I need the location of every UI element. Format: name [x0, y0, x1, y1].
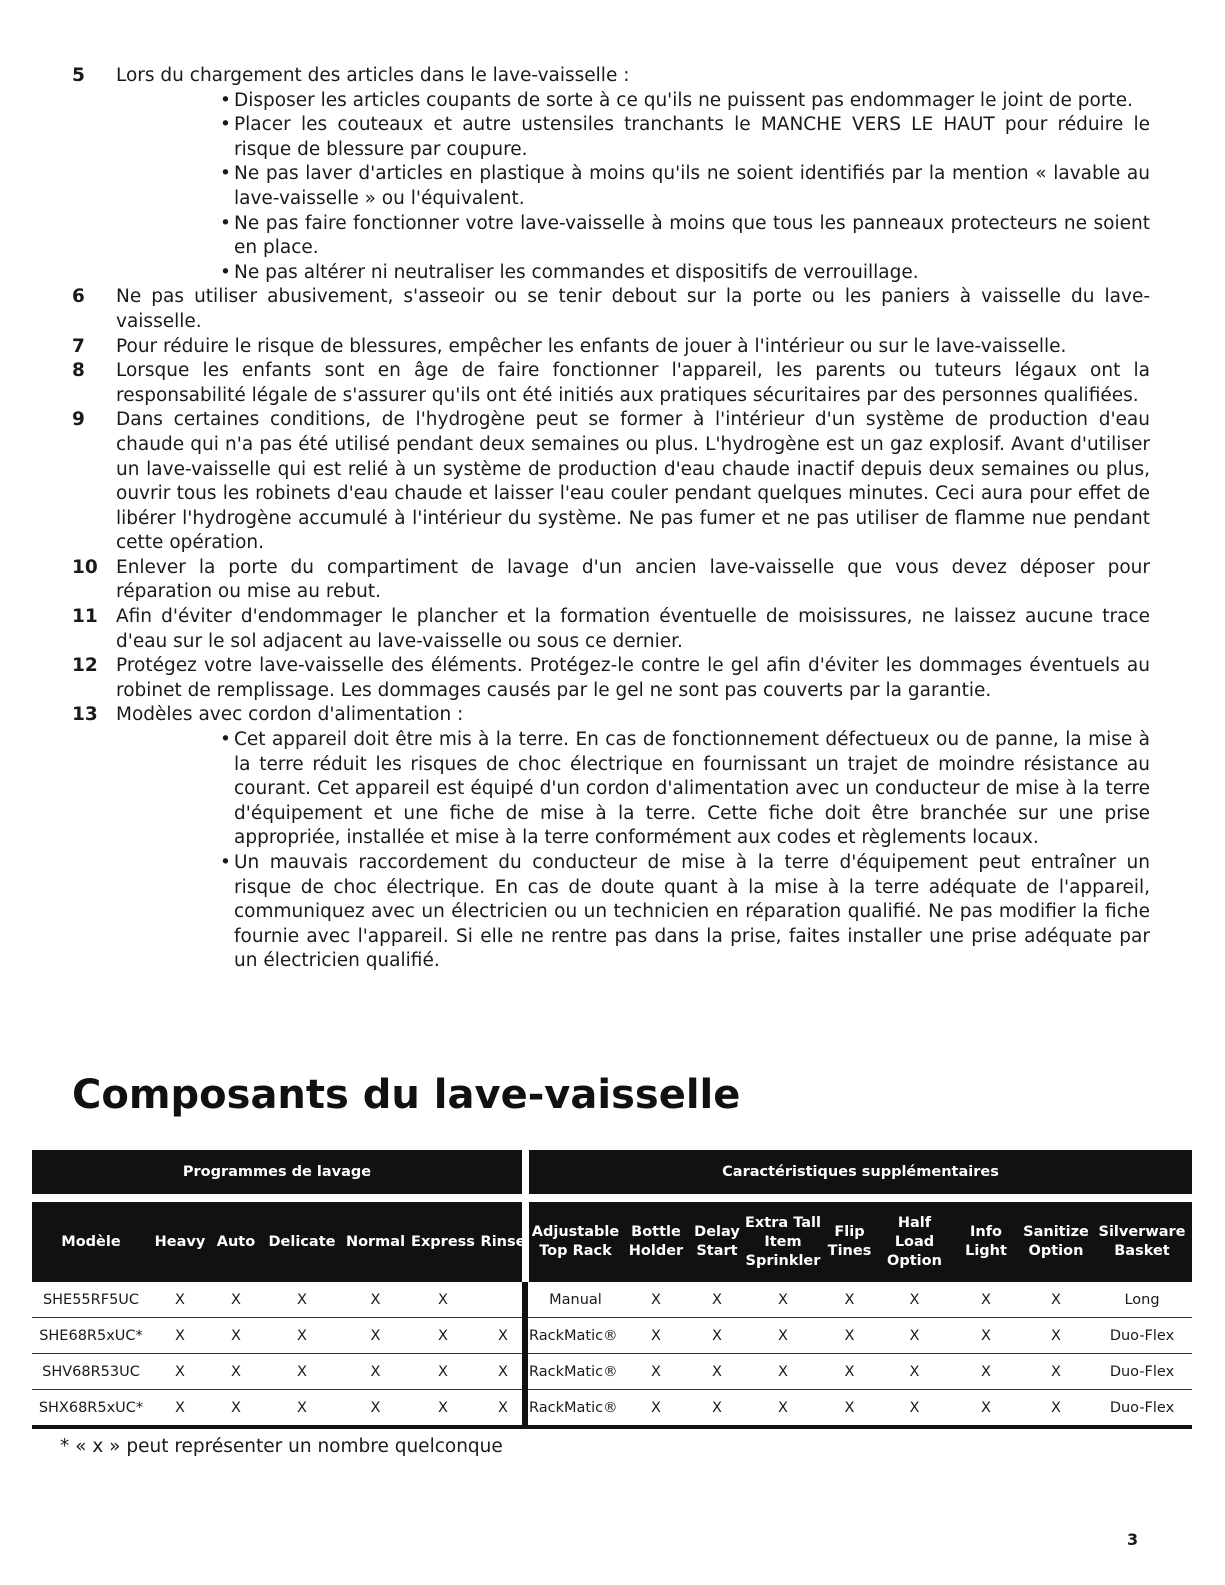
column-header [529, 1202, 622, 1282]
item-number: 13 [72, 704, 98, 726]
item-number: 11 [72, 606, 98, 628]
table-cell: X [175, 1363, 185, 1380]
column-header-line: Tines [827, 1243, 872, 1259]
table-cell: X [981, 1399, 991, 1416]
table-cell: X [297, 1291, 307, 1308]
table-cell: X [370, 1327, 381, 1344]
column-header [262, 1202, 342, 1282]
bullet-item [220, 851, 1150, 974]
bullet-text: Cet appareil doit être mis à la terre. En cas de fonctionnement défectueux ou de panne, la mise à la terre réduit les risques de choc électrique en fournissant un trajet de moindre résistance au courant. Cet appareil est équipé d'un cordon d'alimentation avec un conducteur de mise à la terre d'équipement et une fiche de mise à la terre. Cette fiche doit être branchée sur une prise appropriée, installée et mise à la terre conformément aux codes et règlements locaux. [234, 729, 1150, 849]
table-cell: X [712, 1399, 722, 1416]
table-cell: X [778, 1327, 788, 1344]
item-text: Afin d'éviter d'endommager le plancher et la formation éventuelle de moisissures, ne laissez aucune trace d'eau sur le sol adjacent au lave-vaisselle ou sous ce dernier. [116, 606, 1150, 652]
item-number: 8 [72, 360, 85, 382]
column-header-line: Basket [1114, 1243, 1170, 1259]
table-cell: X [498, 1399, 508, 1416]
table-cell: X [1051, 1327, 1061, 1344]
bullet-item [220, 162, 1150, 211]
column-header [744, 1202, 822, 1282]
list-item [60, 64, 1150, 89]
table-cell: X [844, 1327, 855, 1344]
item-number: 7 [72, 335, 85, 357]
bullet-text: Ne pas faire fonctionner votre lave-vaisselle à moins que tous les panneaux protecteurs ne soient en place. [234, 212, 1150, 259]
table-cell: Duo-Flex [1109, 1363, 1175, 1380]
item-text: Ne pas utiliser abusivement, s'asseoir ou se tenir debout sur la porte ou les paniers à vaisselle du lave-vaisselle. [116, 286, 1150, 332]
column-header [622, 1202, 690, 1282]
bullet-text: Un mauvais raccordement du conducteur de mise à la terre d'équipement peut entraîner un risque de choc électrique. En cas de doute quant à la mise à la terre adéquate de l'appareil, communiquez avec un électricien ou un technicien en réparation qualifié. Ne pas modifier la fiche fournie avec l'appareil. Si elle ne rentre pas dans la prise, faites installer une prise adéquate par un électricien qualifié. [234, 852, 1150, 972]
table-cell: SHE68R5xUC* [39, 1327, 143, 1344]
list-item [60, 556, 1150, 605]
item-text: Dans certaines conditions, de l'hydrogène peut se former à l'intérieur d'un système de production d'eau chaude qui n'a pas été utilisé pendant deux semaines ou plus. L'hydrogène est un gaz explosif. Avant d'utiliser un lave-vaisselle qui est relié à un système de production d'eau chaude inactif depuis deux semaines ou plus, ouvrir tous les robinets d'eau chaude et laisser l'eau couler pendant quelques minutes. Ceci aura pour effet de libérer l'hydrogène accumulé à l'intérieur du système. Ne pas fumer et ne pas utiliser de flamme nue pendant cette opération. [116, 409, 1150, 554]
group-header-wash-programs: Programmes de lavage [32, 1150, 522, 1194]
item-number: 10 [72, 556, 98, 578]
page-number: 3 [1127, 1530, 1139, 1549]
table-row [32, 1390, 1192, 1429]
table-cell: X [297, 1363, 307, 1380]
column-header [32, 1202, 150, 1282]
table-cell: X [438, 1399, 448, 1416]
item-number: 12 [72, 655, 98, 677]
table-cell: X [231, 1327, 241, 1344]
column-header [690, 1202, 744, 1282]
column-header-row-right [529, 1202, 1192, 1282]
table-row [32, 1282, 1192, 1318]
item-text: Enlever la porte du compartiment de lavage d'un ancien lave-vaisselle que vous devez déposer pour réparation ou mise au rebut. [116, 556, 1150, 603]
table-cell: X [651, 1291, 661, 1308]
table-cell: X [438, 1363, 448, 1380]
column-header-row-left [32, 1202, 526, 1282]
table-cell: X [438, 1327, 448, 1344]
list-item [60, 605, 1150, 654]
column-header-line: Sprinkler [745, 1252, 821, 1269]
table-cell: X [370, 1363, 381, 1380]
item-text: Modèles avec cordon d'alimentation : [116, 704, 464, 726]
table-cell: SHX68R5xUC* [38, 1399, 144, 1416]
bullet-icon: • [220, 729, 231, 751]
column-header-line: Info [970, 1224, 1002, 1240]
bullet-text: Disposer les articles coupants de sorte à ce qu'ils ne puissent pas endommager le joint de porte. [234, 89, 1133, 111]
bullet-item [220, 728, 1150, 851]
table-cell: X [498, 1363, 508, 1380]
column-header-line: Delay [694, 1224, 740, 1240]
list-item [60, 359, 1150, 408]
table-cell: X [712, 1291, 722, 1308]
bullet-item [220, 212, 1150, 261]
group-header-additional-features: Caractéristiques supplémentaires [529, 1150, 1192, 1194]
table-cell: X [844, 1363, 855, 1380]
table-cell: X [1051, 1291, 1061, 1308]
table-cell: X [297, 1327, 307, 1344]
list-item [60, 408, 1150, 556]
table-cell: X [370, 1291, 381, 1308]
section-title: Composants du lave-vaisselle [72, 1072, 741, 1118]
table-cell: X [651, 1363, 661, 1380]
table-cell: X [1051, 1399, 1061, 1416]
column-header-line: Normal [345, 1233, 406, 1250]
column-divider [522, 1282, 528, 1426]
bullet-icon: • [220, 114, 231, 136]
table-cell: X [981, 1363, 991, 1380]
list-item [60, 703, 1150, 728]
table-row [32, 1354, 1192, 1390]
column-header [150, 1202, 210, 1282]
table-cell: X [844, 1291, 855, 1308]
table-cell: X [651, 1327, 661, 1344]
table-cell: X [438, 1291, 448, 1308]
column-header [409, 1202, 477, 1282]
table-cell: Duo-Flex [1109, 1327, 1175, 1344]
table-cell: RackMatic® [529, 1399, 618, 1416]
list-item [60, 285, 1150, 334]
list-item [60, 654, 1150, 703]
column-header-line: Express [411, 1233, 475, 1250]
table-cell: X [981, 1327, 991, 1344]
column-header [342, 1202, 409, 1282]
table-cell: X [297, 1399, 307, 1416]
bullet-item [220, 261, 1150, 286]
footnote: * « x » peut représenter un nombre quelconque [60, 1436, 503, 1457]
table-cell: X [909, 1291, 920, 1308]
column-header-line: Rinse [480, 1233, 526, 1250]
table-row [32, 1318, 1192, 1354]
bullet-text: Placer les couteaux et autre ustensiles tranchants le MANCHE VERS LE HAUT pour réduire le risque de blessure par coupure. [234, 114, 1150, 160]
column-header [477, 1202, 529, 1282]
item-text: Lorsque les enfants sont en âge de faire fonctionner l'appareil, les parents ou tuteurs légaux ont la responsabilité légale de s'assurer qu'ils ont été initiés aux pratiques sécuritaires par des personnes qualifiées. [116, 360, 1150, 406]
column-header-line: Option [1028, 1243, 1084, 1259]
column-header-line: Auto [216, 1233, 256, 1250]
safety-instructions-list [60, 64, 1150, 974]
column-header-line: Flip [834, 1224, 865, 1240]
column-header [877, 1202, 952, 1282]
table-cell: Duo-Flex [1109, 1399, 1175, 1416]
column-header-line: Modèle [61, 1233, 121, 1250]
table-cell: X [651, 1399, 661, 1416]
column-header-line: Option [887, 1252, 942, 1269]
column-header [952, 1202, 1020, 1282]
item-text: Protégez votre lave-vaisselle des éléments. Protégez-le contre le gel afin d'éviter les dommages éventuels au robinet de remplissage. Les dommages causés par le gel ne sont pas couverts par la garantie. [116, 655, 1150, 701]
table-cell: X [231, 1399, 241, 1416]
column-header-line: Delicate [268, 1233, 336, 1250]
list-item [60, 335, 1150, 360]
item-number: 9 [72, 409, 85, 431]
table-cell: X [175, 1399, 185, 1416]
column-header-line: Start [696, 1243, 738, 1259]
table-cell: X [231, 1363, 241, 1380]
table-cell: X [909, 1399, 920, 1416]
bullet-icon: • [220, 89, 231, 111]
table-cell: X [981, 1291, 991, 1308]
column-header-line: Light [965, 1243, 1007, 1259]
table-cell: X [778, 1399, 788, 1416]
column-header [210, 1202, 262, 1282]
table-cell: SHV68R53UC [42, 1363, 140, 1380]
table-cell: Manual [549, 1291, 602, 1308]
bullet-text: Ne pas laver d'articles en plastique à moins qu'ils ne soient identifiés par la mention « lavable au lave-vaisselle » ou l'équivalent. [234, 163, 1150, 209]
column-header-line: Silverware [1098, 1224, 1186, 1240]
table-cell: Long [1124, 1291, 1160, 1308]
column-header-line: Holder [628, 1243, 684, 1259]
table-cell: X [370, 1399, 381, 1416]
item-text: Lors du chargement des articles dans le lave-vaisselle : [116, 65, 630, 86]
table-cell: X [778, 1291, 788, 1308]
table-cell: RackMatic® [529, 1327, 618, 1344]
column-header-line: Half Load [894, 1214, 935, 1250]
table-cell: X [231, 1291, 241, 1308]
table-cell: X [712, 1327, 722, 1344]
table-cell: X [909, 1363, 920, 1380]
table-cell: X [498, 1327, 508, 1344]
bullet-icon: • [220, 212, 231, 234]
item-number: 5 [72, 65, 85, 86]
bullet-icon: • [220, 261, 231, 283]
table-cell: X [712, 1363, 722, 1380]
bullet-icon: • [220, 852, 231, 873]
column-header-line: Heavy [154, 1233, 206, 1250]
column-header [1092, 1202, 1192, 1282]
column-header-line: Sanitize [1023, 1224, 1089, 1240]
bullet-item [220, 113, 1150, 162]
table-cell: X [175, 1327, 185, 1344]
table-cell: X [1051, 1363, 1061, 1380]
bullet-icon: • [220, 163, 231, 185]
column-header-line: Bottle [631, 1224, 681, 1240]
table-cell: X [778, 1363, 788, 1380]
bullet-item [220, 89, 1150, 114]
table-cell: RackMatic® [529, 1363, 618, 1380]
table-cell: X [909, 1327, 920, 1344]
column-header-line: Adjustable [531, 1224, 620, 1240]
table-cell: X [175, 1291, 185, 1308]
column-header-line: Extra Tall [745, 1214, 821, 1231]
column-header [822, 1202, 877, 1282]
table-cell: X [844, 1399, 855, 1416]
item-text: Pour réduire le risque de blessures, empêcher les enfants de jouer à l'intérieur ou sur le lave-vaisselle. [116, 335, 1067, 357]
item-number: 6 [72, 286, 85, 308]
bullet-text: Ne pas altérer ni neutraliser les commandes et dispositifs de verrouillage. [234, 261, 919, 283]
column-header-line: Item [764, 1233, 802, 1250]
table-cell: SHE55RF5UC [42, 1291, 140, 1308]
column-header-line: Top Rack [539, 1243, 612, 1259]
column-header [1020, 1202, 1092, 1282]
